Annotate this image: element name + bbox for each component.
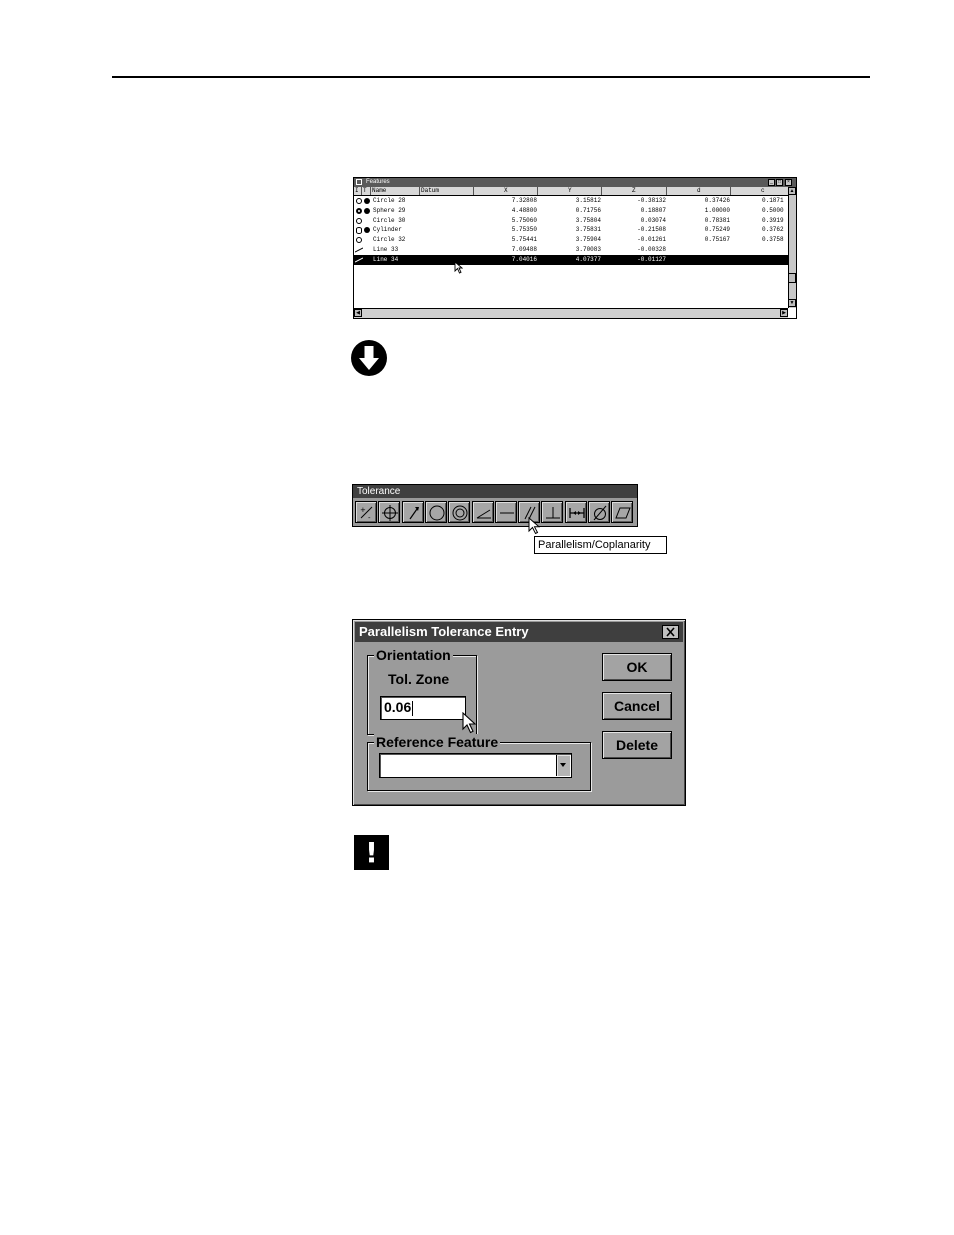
tol-zone-label: Tol. Zone <box>388 671 450 687</box>
cancel-button[interactable]: Cancel <box>602 692 672 720</box>
cell-x: 4.48800 <box>511 206 537 214</box>
column-header[interactable]: Datum <box>420 187 474 195</box>
cell-y: 3.75804 <box>575 216 601 224</box>
feature-name: Line 33 <box>373 246 399 253</box>
circularity-tolerance-icon <box>428 504 446 522</box>
down-arrow-icon <box>350 339 388 377</box>
cell-d: 0.78381 <box>704 216 730 224</box>
svg-text:+: + <box>360 506 366 514</box>
tol-zone-value: 0.06 <box>384 699 412 715</box>
position-tolerance-icon <box>381 504 399 522</box>
cell-z: -0.00328 <box>637 246 666 253</box>
table-row[interactable] <box>354 206 788 216</box>
chevron-down-icon <box>557 755 569 774</box>
features-window-title: Features <box>366 179 390 185</box>
orientation-group-label: Orientation <box>376 647 451 663</box>
cell-z: -0.01261 <box>637 236 666 244</box>
sphere-icon <box>356 208 362 214</box>
features-column-header <box>354 187 788 196</box>
dropdown-button[interactable] <box>556 755 570 776</box>
straightness-tolerance-icon <box>498 504 516 522</box>
cell-y: 3.15812 <box>575 197 601 204</box>
table-row[interactable] <box>354 225 788 235</box>
table-row[interactable] <box>354 255 788 265</box>
cell-x: 7.09488 <box>511 246 537 253</box>
cell-d: 0.75167 <box>704 236 730 244</box>
line-icon <box>355 257 363 263</box>
cell-z: -0.38132 <box>637 197 666 204</box>
bidirectional-tolerance-button[interactable] <box>355 501 377 523</box>
circle-icon <box>356 198 362 204</box>
feature-name: Sphere 29 <box>373 206 406 214</box>
feature-name: Circle 32 <box>373 236 406 244</box>
features-title-bar[interactable] <box>354 178 796 187</box>
cell-x: 5.75350 <box>511 226 537 234</box>
column-header[interactable]: T <box>362 187 371 195</box>
feature-name: Circle 30 <box>373 216 406 224</box>
maximize-icon[interactable]: □ <box>777 179 782 185</box>
straightness-tolerance-button[interactable] <box>495 501 517 523</box>
close-button[interactable] <box>662 625 679 639</box>
bidirectional-tolerance-icon <box>358 504 376 522</box>
concentricity-tolerance-icon <box>451 504 469 522</box>
scroll-left-icon[interactable]: ◀ <box>354 309 362 317</box>
cell-c: 0.5000 <box>762 206 784 214</box>
column-header[interactable]: Name <box>371 187 420 195</box>
column-header[interactable]: Z <box>602 187 667 195</box>
distance-tolerance-button[interactable] <box>565 501 587 523</box>
reference-feature-dropdown[interactable] <box>379 753 572 778</box>
concentricity-tolerance-button[interactable] <box>448 501 470 523</box>
feature-name: Circle 28 <box>373 197 406 204</box>
datum-marker-icon <box>364 208 370 214</box>
cell-x: 7.04016 <box>511 255 537 263</box>
dialog-title-bar[interactable] <box>355 622 683 642</box>
cell-x: 7.32808 <box>511 197 537 204</box>
cell-y: 3.75831 <box>575 226 601 234</box>
perpendicularity-tolerance-button[interactable] <box>541 501 563 523</box>
minimize-icon[interactable]: _ <box>768 179 775 186</box>
cell-d: 1.00000 <box>704 206 730 214</box>
column-header[interactable]: I <box>354 187 362 195</box>
close-icon <box>663 626 678 638</box>
orientation-group <box>367 647 477 735</box>
features-table-body <box>354 196 788 308</box>
cell-c: 0.3762 <box>762 226 784 234</box>
angularity-tolerance-button[interactable] <box>472 501 494 523</box>
exclamation-icon: ! <box>354 835 389 870</box>
flatness-tolerance-icon <box>614 504 632 522</box>
cell-z: -0.21508 <box>637 226 666 234</box>
text-caret <box>412 701 413 716</box>
flatness-tolerance-button[interactable] <box>611 501 633 523</box>
vertical-scrollbar[interactable] <box>788 187 796 308</box>
vertical-scroll-thumb[interactable] <box>788 273 796 283</box>
parallelism-tolerance-dialog <box>352 619 686 806</box>
feature-name: Cylinder <box>373 226 402 234</box>
cell-z: 0.03074 <box>640 216 666 224</box>
cylinder-icon <box>356 227 362 234</box>
column-header[interactable]: c <box>761 187 765 194</box>
distance-tolerance-icon <box>568 504 586 522</box>
circle-icon <box>356 237 362 243</box>
table-row[interactable] <box>354 216 788 226</box>
circle-icon <box>356 218 362 224</box>
tolerance-toolbar <box>352 484 638 527</box>
table-row[interactable] <box>354 245 788 255</box>
cell-c: 0.3919 <box>762 216 784 224</box>
tolerance-toolbar-title[interactable]: Tolerance <box>353 485 637 498</box>
table-row[interactable] <box>354 196 788 206</box>
perpendicularity-tolerance-icon <box>544 504 562 522</box>
angularity-tolerance-icon <box>475 504 493 522</box>
column-header[interactable]: Y <box>538 187 602 195</box>
datum-marker-icon <box>364 198 370 204</box>
column-header[interactable]: X <box>474 187 538 195</box>
cell-x: 5.75060 <box>511 216 537 224</box>
cylindricity-tolerance-button[interactable] <box>588 501 610 523</box>
cell-d: 0.37426 <box>704 197 730 204</box>
delete-button[interactable]: Delete <box>602 731 672 759</box>
feature-name: Line 34 <box>373 255 399 263</box>
tol-zone-input[interactable] <box>380 696 466 720</box>
parallelism-tolerance-icon <box>521 504 539 522</box>
line-icon <box>355 247 363 253</box>
reference-feature-group-label: Reference Feature <box>376 734 499 750</box>
scroll-down-icon[interactable]: ▼ <box>789 300 795 306</box>
position-tolerance-button[interactable] <box>378 501 400 523</box>
circularity-tolerance-button[interactable] <box>425 501 447 523</box>
cell-y: 0.71756 <box>575 206 601 214</box>
ok-button[interactable]: OK <box>602 653 672 681</box>
datum-marker-icon <box>364 227 370 233</box>
features-window-icon <box>356 179 362 185</box>
scroll-up-icon[interactable]: ▲ <box>789 188 795 194</box>
horizontal-scrollbar[interactable] <box>354 308 788 318</box>
cell-x: 5.75441 <box>511 236 537 244</box>
close-icon[interactable]: × <box>785 179 792 186</box>
cell-y: 3.75904 <box>575 236 601 244</box>
cell-z: 0.18807 <box>640 206 666 214</box>
runout-tolerance-icon <box>405 504 423 522</box>
page-header-rule <box>112 76 870 78</box>
cell-c: 0.1871 <box>762 197 784 204</box>
column-header[interactable]: d <box>667 187 731 195</box>
cell-y: 4.07377 <box>575 255 601 263</box>
runout-tolerance-button[interactable] <box>402 501 424 523</box>
cell-y: 3.70083 <box>575 246 601 253</box>
scroll-right-icon[interactable]: ▶ <box>780 309 788 317</box>
features-window <box>353 177 797 319</box>
cell-d: 0.75249 <box>704 226 730 234</box>
cell-z: -0.01127 <box>637 255 666 263</box>
parallelism-tooltip: Parallelism/Coplanarity <box>534 536 667 554</box>
dialog-title: Parallelism Tolerance Entry <box>359 624 529 639</box>
reference-feature-group <box>367 734 591 791</box>
svg-text:-: - <box>368 514 371 522</box>
table-row[interactable] <box>354 235 788 245</box>
cylindricity-tolerance-icon <box>591 504 609 522</box>
parallelism-tolerance-button[interactable] <box>518 501 540 523</box>
cell-c: 0.3758 <box>762 236 784 244</box>
